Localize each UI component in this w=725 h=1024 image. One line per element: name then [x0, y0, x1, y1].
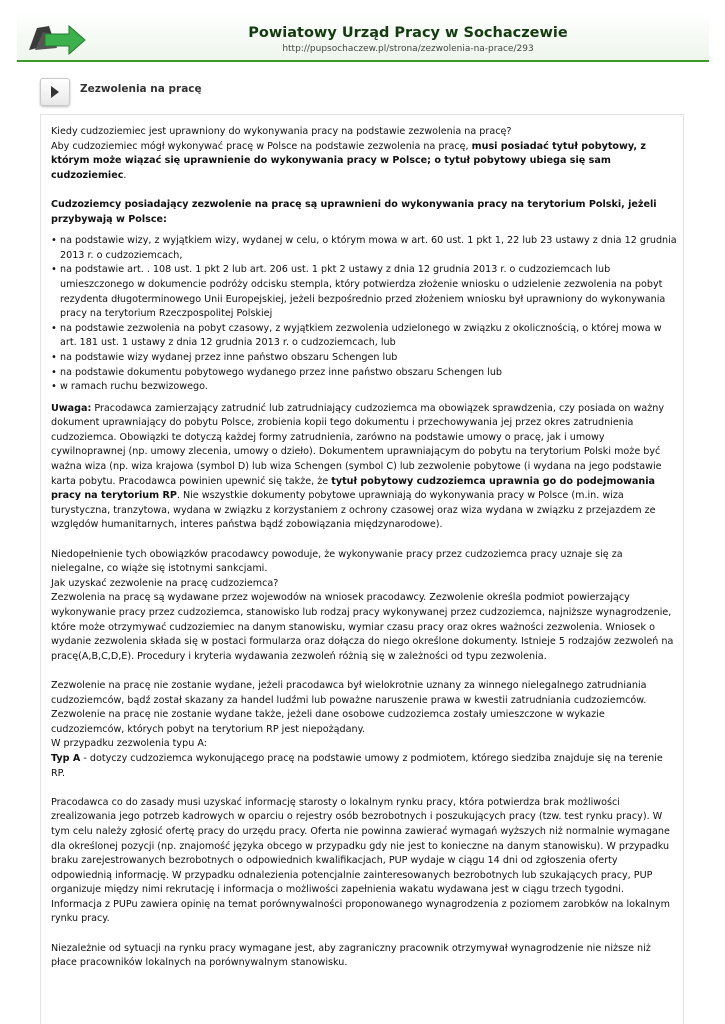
- wage-paragraph: Niezależnie od sytuacji na rynku pracy wymagane jest, aby zagraniczny pracownik otrzymywał wynagrodzenie nie niższe niż płace pracowników lokalnych na porównywalnym stanowisku.: [51, 942, 651, 969]
- labor-market-paragraph: Pracodawca co do zasady musi uzyskać informację starosty o lokalnym rynku pracy, która potwierdza brak możliwości zrealizowania jego potrzeb kadrowych w oparciu o rejestry osób bezrobotnych i poszukujących pracy (tzw. test rynku pracy). W tym celu należy zgłosić ofertę pracy do urzędu pracy. Oferta nie powinna zawierać wymagań wyższych niż normalnie wymagane dla określonej pozycji (np. znajomość języka obcego w przypadku gdy nie jest to konieczne na danym stanowisku). W przypadku braku zarejestrowanych bezrobotnych o odpowiednich kwalifikacjach, PUP wydaje w ciągu 14 dni od zgłoszenia oferty odpowiednią informację. W przypadku odnalezienia potencjalnie zainteresowanych bezrobotnych lub szukających pracy, PUP organizuje między nimi rekrutację i informacja o możliwości zapełnienia wakatu wydawana jest w ciągu trzech tygodni. Informacja z PUPu zawiera opinię na temat porównywalności proponowanego wynagrodzenia z poziomem zarobków na lokalnym rynku pracy.: [51, 796, 671, 925]
- permits-paragraph: Zezwolenia na pracę są wydawane przez wojewodów na wniosek pracodawcy. Zezwolenie określa podmiot powierzający wykonywanie pracy przez cudzoziemca, stanowisko lub rodzaj pracy wykonywanej przez cudzoziemca, najniższe wynagrodzenie, które może otrzymywać cudzoziemiec na danym stanowisku, wymiar czasu pracy oraz okres ważności zezwolenia. Wniosek o wydanie zezwolenia składa się w postaci formularza oraz dołącza do niego określone dokumenty. Istnieje 5 rodzajów zezwoleń na pracę(A,B,C,D,E). Procedury i kryteria wydawania zezwoleń różnią się w zależności od typu zezwolenia.: [51, 592, 674, 662]
- type-a-paragraph: Typ A - dotyczy cudzoziemca wykonującego pracę na podstawie umowy z podmiotem, którego siedziba znajduje się na terenie RP.: [51, 752, 663, 779]
- site-url[interactable]: http://pupsochaczew.pl/strona/zezwolenia-na-prace/293: [282, 44, 534, 54]
- intro-question: Kiedy cudzoziemiec jest uprawniony do wykonywania pracy na podstawie zezwolenia na pracę?: [51, 126, 512, 137]
- section-arrow-button[interactable]: [40, 78, 70, 106]
- authorized-heading: Cudzoziemcy posiadający zezwolenie na pracę są uprawnieni do wykonywania pracy na terytorium Polski, jeżeli przybywają w Polsce:: [51, 198, 657, 225]
- refusal-paragraph: Zezwolenie na pracę nie zostanie wydane, jeżeli pracodawca był wielokrotnie uznany za winnego nielegalnego zatrudniania cudzoziemców, bądź został skazany za handel ludźmi lub poważne naruszenie prawa w kwestii zatrudniania cudzoziemców. Zezwolenie na pracę nie zostanie wydane także, jeżeli dane osobowe cudzoziemca zostały umieszczone w wykazie cudzoziemców, których pobyt na terytorium RP jest niepożądany.: [51, 679, 647, 735]
- list-item: • na podstawie wizy, z wyjątkiem wizy, wydanej w celu, o którym mowa w art. 60 ust. 1 pkt 1, 22 lub 23 ustawy z dnia 12 grudnia 2013 r. o cudzoziemcach,: [60, 234, 677, 263]
- article-content: [40, 114, 684, 1024]
- list-item: • na podstawie zezwolenia na pobyt czasowy, z wyjątkiem zezwolenia udzielonego w związku z okolicznością, o której mowa w art. 181 ust. 1 ustawy z dnia 12 grudnia 2013 r. o cudzoziemcach, lub: [60, 322, 677, 351]
- list-item: • w ramach ruchu bezwizowego.: [60, 380, 677, 395]
- warning-paragraph: Uwaga: Pracodawca zamierzający zatrudnić lub zatrudniający cudzoziemca ma obowiązek sprawdzenia, czy posiada on ważny dokument uprawniający do pobytu Polsce, zrobienia kopii tego dokumentu i przechowywania jej przez okres zatrudnienia cudzoziemca. Obowiązki te dotyczą każdej formy zatrudnienia, zarówno na podstawie umowy o pracę, jak i umowy cywilnoprawnej (np. umowy zlecenia, umowy o dzieło). Dokumentem uprawniającym do pobytu na terytorium Polski może być ważna wiza (np. wiza krajowa (symbol D) lub wiza Schengen (symbol C) lub zezwolenie pobytowe (i wydana na jego podstawie karta pobytu. Pracodawca powinien upewnić się także, że tytuł pobytowy cudzoziemca uprawnia go do podejmowania pracy na terytorium RP. Nie wszystkie dokumenty pobytowe uprawniają do wykonywania pracy w Polsce (m.in. wiza turystyczna, tranzytowa, wydana w związku z korzystaniem z ochrony czasowej oraz wiza wydana w związku z przejazdem ze względów humanitarnych, interes państwa bądź zobowiązania międzynarodowe).: [51, 402, 665, 531]
- site-title: Powiatowy Urząd Pracy w Sochaczewie: [248, 25, 568, 41]
- sanctions-paragraph: Niedopełnienie tych obowiązków pracodawcy powoduje, że wykonywanie pracy przez cudzoziemca pracy uznaje się za nielegalne, co wiąże się istotnymi sankcjami.: [51, 548, 623, 575]
- intro-answer-bold: musi posiadać tytuł pobytowy, z którym może wiązać się uprawnienie do wykonywania pracy w Polsce; o tytuł pobytowy ubiega się sam cudzoziemiec: [51, 140, 646, 181]
- list-item: • na podstawie art. . 108 ust. 1 pkt 2 lub art. 206 ust. 1 pkt 2 ustawy z dnia 12 grudnia 2013 r. o cudzoziemcach lub umieszczonego w dokumencie podróży odcisku stempla, który potwierdza złożenie wniosku o udzielenie zezwolenia na pobyt rezydenta długoterminowego Unii Europejskiej, jeżeli bezpośrednio przed złożeniem wniosku był uprawniony do wykonywania pracy na terytorium Rzeczpospolitej Polskiej: [60, 263, 677, 321]
- play-arrow-icon: [50, 86, 60, 98]
- section-title: Zezwolenia na pracę: [80, 83, 202, 95]
- list-item: • na podstawie dokumentu pobytowego wydanego przez inne państwo obszaru Schengen lub: [60, 366, 677, 381]
- type-a-intro: W przypadku zezwolenia typu A:: [51, 738, 207, 750]
- authorized-list: [51, 234, 677, 395]
- warning-label: Uwaga:: [51, 402, 92, 414]
- site-header: [17, 12, 709, 62]
- intro-answer: Aby cudzoziemiec mógł wykonywać pracę w Polsce na podstawie zezwolenia na pracę, musi posiadać tytuł pobytowy, z którym może wiązać się uprawnienie do wykonywania pracy w Polsce; o tytuł pobytowy ubiega się sam cudzoziemiec.: [51, 140, 646, 181]
- list-item: • na podstawie wizy wydanej przez inne państwo obszaru Schengen lub: [60, 351, 677, 366]
- how-to-question: Jak uzyskać zezwolenie na pracę cudzoziemca?: [51, 577, 279, 589]
